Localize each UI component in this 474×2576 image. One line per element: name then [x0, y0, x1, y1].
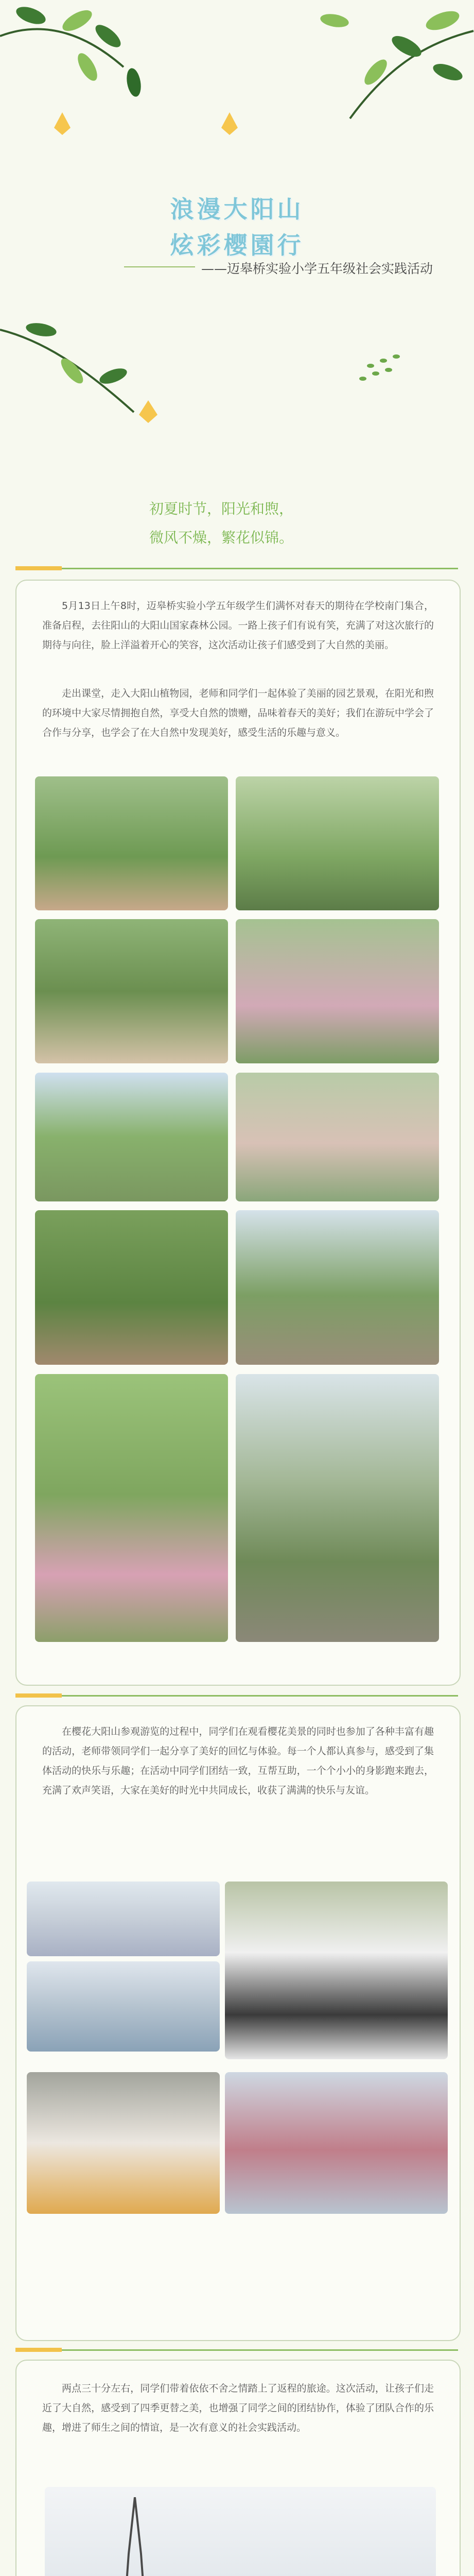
- page-title-line1: 浪漫大阳山: [170, 195, 304, 223]
- activity-photo: [35, 1374, 228, 1642]
- section-card-3: [15, 2360, 461, 2576]
- activity-photo: [45, 2487, 436, 2576]
- activity-photo: [236, 919, 439, 1063]
- activity-photo: [225, 2072, 448, 2214]
- activity-photo: [35, 776, 228, 910]
- poem-line1: 初夏时节，阳光和煦，: [149, 500, 294, 517]
- page-title-line2: 炫彩樱園行: [170, 231, 304, 259]
- section-divider: [15, 1695, 458, 1697]
- activity-photo: [27, 2072, 220, 2214]
- activity-photo: [236, 1374, 439, 1642]
- activity-photo: [35, 1073, 228, 1201]
- poem-block: [149, 495, 293, 552]
- section-card-1: [15, 580, 461, 1686]
- section1-paragraph1: 5月13日上午8时，迈皋桥实验小学五年级学生们满怀对春天的期待在学校南门集合，准备启程，去往阳山的大阳山国家森林公园。一路上孩子们有说有笑，充满了对这次旅行的期待与向往，脸上洋溢着开心的笑容，这次活动让孩子们感受到了大自然的美丽。: [42, 600, 434, 651]
- tower-landmark-icon: [104, 2497, 166, 2576]
- page-subtitle: ——迈皋桥实验小学五年级社会实践活动: [201, 259, 433, 277]
- section1-paragraph2: 走出课堂，走入大阳山植物园，老师和同学们一起体验了美丽的园艺景观，在阳光和煦的环境中大家尽情拥抱自然，享受大自然的馈赠，品味着春天的美好；我们在游玩中学会了合作与分享，也学会了在大自然中发现美好，感受生活的乐趣与意义。: [42, 688, 434, 738]
- section-divider: [15, 2349, 458, 2351]
- section-divider: [15, 568, 458, 569]
- activity-photo: [35, 919, 228, 1063]
- activity-photo: [35, 1210, 228, 1365]
- section-card-2: [15, 1705, 461, 2341]
- poem-line2: 微风不燥，繁花似锦。: [149, 529, 294, 546]
- section3-paragraph1: 两点三十分左右，同学们带着依依不舍之情踏上了返程的旅途。这次活动，让孩子们走近了大自然，感受到了四季更替之美，也增强了同学之间的团结协作，体验了团队合作的乐趣，增进了师生之间的情谊，是一次有意义的社会实践活动。: [42, 2383, 434, 2433]
- activity-photo: [236, 1210, 439, 1365]
- activity-photo: [225, 1882, 448, 2059]
- activity-photo: [236, 1073, 439, 1201]
- leaf-branch-decoration: [0, 0, 474, 170]
- activity-photo: [27, 1961, 220, 2052]
- activity-photo: [27, 1882, 220, 1956]
- section2-paragraph1: 在樱花大阳山参观游览的过程中，同学们在观看樱花美景的同时也参加了各种丰富有趣的活动，老师带领同学们一起分享了美好的回忆与体验。每一个人都认真参与，感受到了集体活动的快乐与乐趣；在活动中同学们团结一致，互帮互助，一个个小小的身影跑来跑去，充满了欢声笑语，大家在美好的时光中共同成长，收获了满满的快乐与友谊。: [42, 1726, 434, 1796]
- activity-photo: [236, 776, 439, 910]
- leaf-branch-decoration: [0, 309, 474, 443]
